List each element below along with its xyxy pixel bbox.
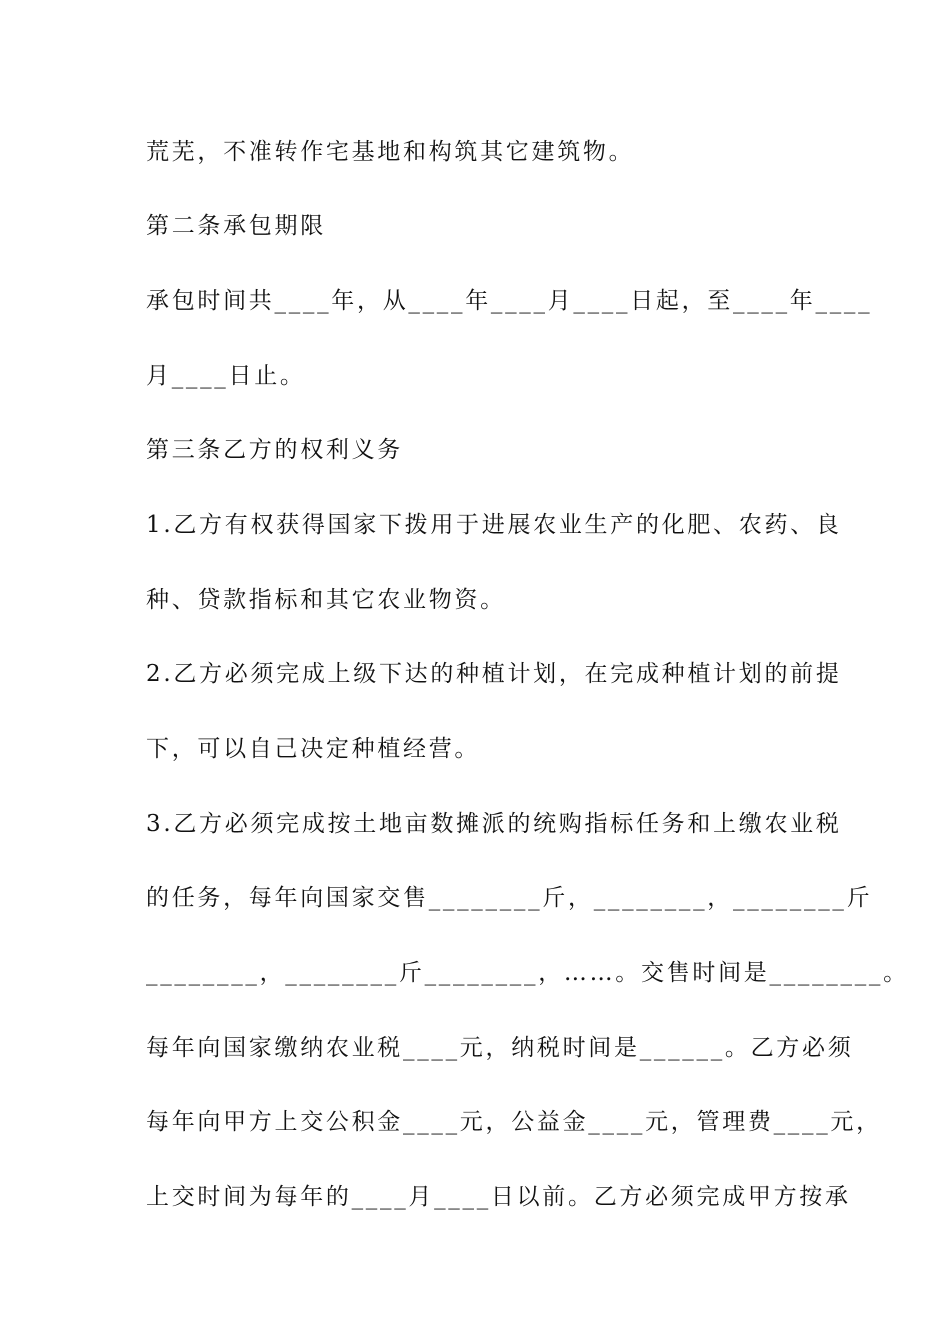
section-heading: 第三条乙方的权利义务 xyxy=(146,437,403,463)
text-line: 的任务，每年向国家交售________斤，________，________斤 xyxy=(146,885,873,911)
text-line: 月____日止。 xyxy=(146,363,306,389)
text-line: 每年向甲方上交公积金____元，公益金____元，管理费____元， xyxy=(146,1109,882,1135)
text-line: 种、贷款指标和其它农业物资。 xyxy=(146,587,506,613)
text-line: 荒芜，不准转作宅基地和构筑其它建筑物。 xyxy=(146,139,635,165)
text-line: 3.乙方必须完成按土地亩数摊派的统购指标任务和上缴农业税 xyxy=(146,811,842,837)
text-line: 上交时间为每年的____月____日以前。乙方必须完成甲方按承 xyxy=(146,1184,851,1210)
text-line: 1.乙方有权获得国家下拨用于进展农业生产的化肥、农药、良 xyxy=(146,512,842,538)
text-line: ________，________斤________，……。交售时间是________。 xyxy=(146,960,909,986)
text-line: 下，可以自己决定种植经营。 xyxy=(146,736,481,762)
section-heading: 第二条承包期限 xyxy=(146,213,326,239)
text-line: 每年向国家缴纳农业税____元，纳税时间是______。乙方必须 xyxy=(146,1035,854,1061)
text-line: 承包时间共____年，从____年____月____日起，至____年____ xyxy=(146,288,873,314)
text-line: 2.乙方必须完成上级下达的种植计划，在完成种植计划的前提 xyxy=(146,661,842,687)
